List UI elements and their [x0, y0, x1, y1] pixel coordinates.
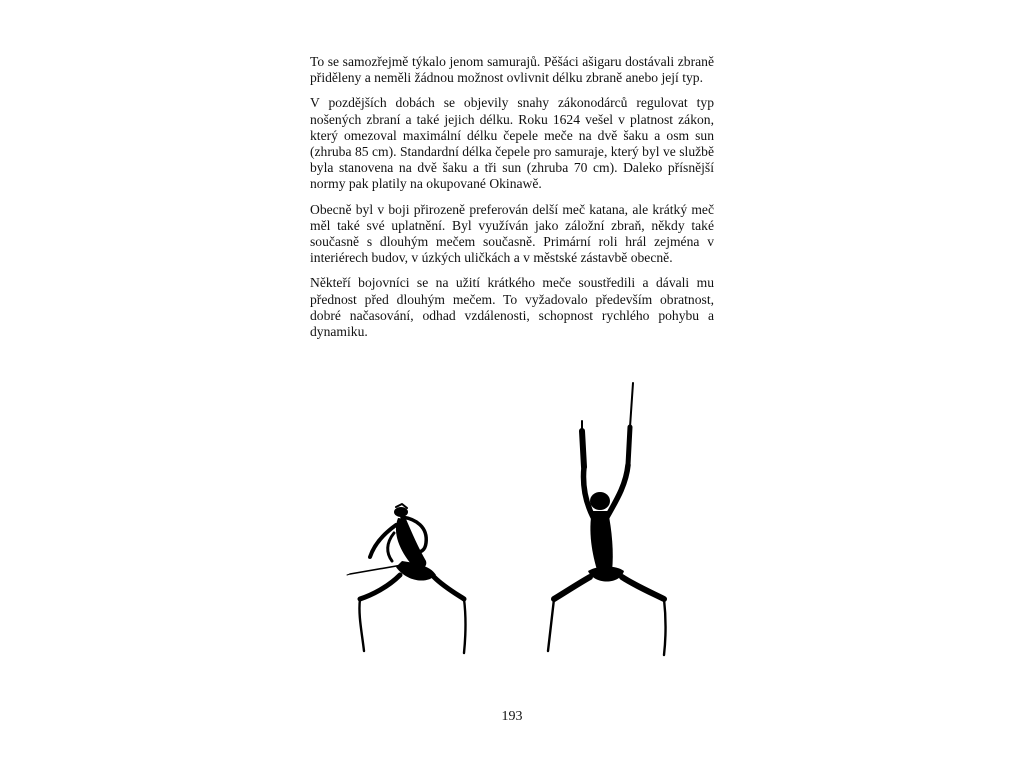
paragraph: Někteří bojovníci se na užití krátkého meče soustředili a dávali mu přednost před dlouhým mečem. To vyžadovalo především obratnost, dobré načasování, odhad vzdálenosti, schopnost rychlého pohybu a dynamiku.: [310, 275, 714, 340]
sword-fighters-illustration: [330, 375, 710, 665]
crouching-swordsman-figure: [347, 504, 466, 653]
paragraph: To se samozřejmě týkalo jenom samurajů. Pěšáci ašigaru dostávali zbraně přiděleny a neměli žádnou možnost ovlivnit délku zbraně anebo její typ.: [310, 54, 714, 86]
paragraph: V pozdějších dobách se objevily snahy zákonodárců regulovat typ nošených zbraní a také jejich délku. Roku 1624 vešel v platnost zákon, který omezoval maximální délku čepele meče na dvě šaku a osm sun (zhruba 85 cm). Standardní délka čepele pro samuraje, který byl ve službě byla stanovena na dvě šaku a tři sun (zhruba 70 cm). Daleko přísnější normy pak platily na okupované Okinawě.: [310, 95, 714, 192]
page-number: 193: [501, 709, 523, 724]
body-text: [310, 54, 714, 349]
paragraph: Obecně byl v boji přirozeně preferován delší meč katana, ale krátký meč měl také své uplatnění. Byl využíván jako záložní zbraň, někdy také současně s dlouhým mečem současně. Primární roli hrál zejména v interiérech budov, v úzkých uličkách a v městské zástavbě obecně.: [310, 201, 714, 266]
raised-swords-figure: [548, 383, 666, 655]
